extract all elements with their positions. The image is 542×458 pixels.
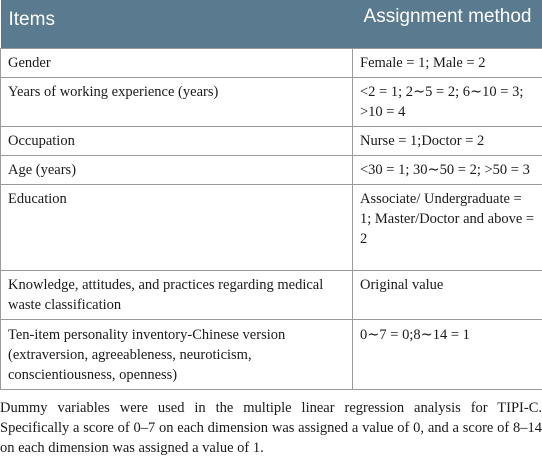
- table-row: [1, 77, 542, 126]
- method-cell: Nurse = 1;Doctor = 2: [353, 126, 542, 155]
- item-cell: Ten-item personality inventory-Chinese version (extraversion, agreeableness, neuroticism, conscientiousness, openness): [1, 319, 353, 389]
- table-body: [1, 48, 542, 389]
- table-row: [1, 270, 542, 319]
- item-cell: Age (years): [1, 155, 353, 184]
- method-cell: Associate/ Undergraduate = 1; Master/Doctor and above = 2: [353, 184, 542, 270]
- table-row: [1, 184, 542, 270]
- table-footnote: Dummy variables were used in the multiple linear regression analysis for TIPI-C. Specifically a score of 0–7 on each dimension was assigned a value of 0, and a score of 8–14 on each dimension was assigned a value of 1.: [0, 390, 542, 458]
- item-cell: Years of working experience (years): [1, 77, 353, 126]
- table-row: [1, 319, 542, 389]
- method-cell: <2 = 1; 2∼5 = 2; 6∼10 = 3; >10 = 4: [353, 77, 542, 126]
- method-cell: <30 = 1; 30∼50 = 2; >50 = 3: [353, 155, 542, 184]
- method-cell: 0∼7 = 0;8∼14 = 1: [353, 319, 542, 389]
- item-cell: Education: [1, 184, 353, 270]
- table-row: [1, 48, 542, 77]
- item-cell: Gender: [1, 48, 353, 77]
- item-cell: Knowledge, attitudes, and practices regarding medical waste classification: [1, 270, 353, 319]
- header-assignment-method: Assignment method: [353, 0, 542, 48]
- method-cell: Original value: [353, 270, 542, 319]
- header-items: Items: [1, 0, 353, 48]
- table-row: [1, 155, 542, 184]
- header-row: [1, 0, 542, 48]
- table-header: [1, 0, 542, 48]
- table-row: [1, 126, 542, 155]
- item-cell: Occupation: [1, 126, 353, 155]
- method-cell: Female = 1; Male = 2: [353, 48, 542, 77]
